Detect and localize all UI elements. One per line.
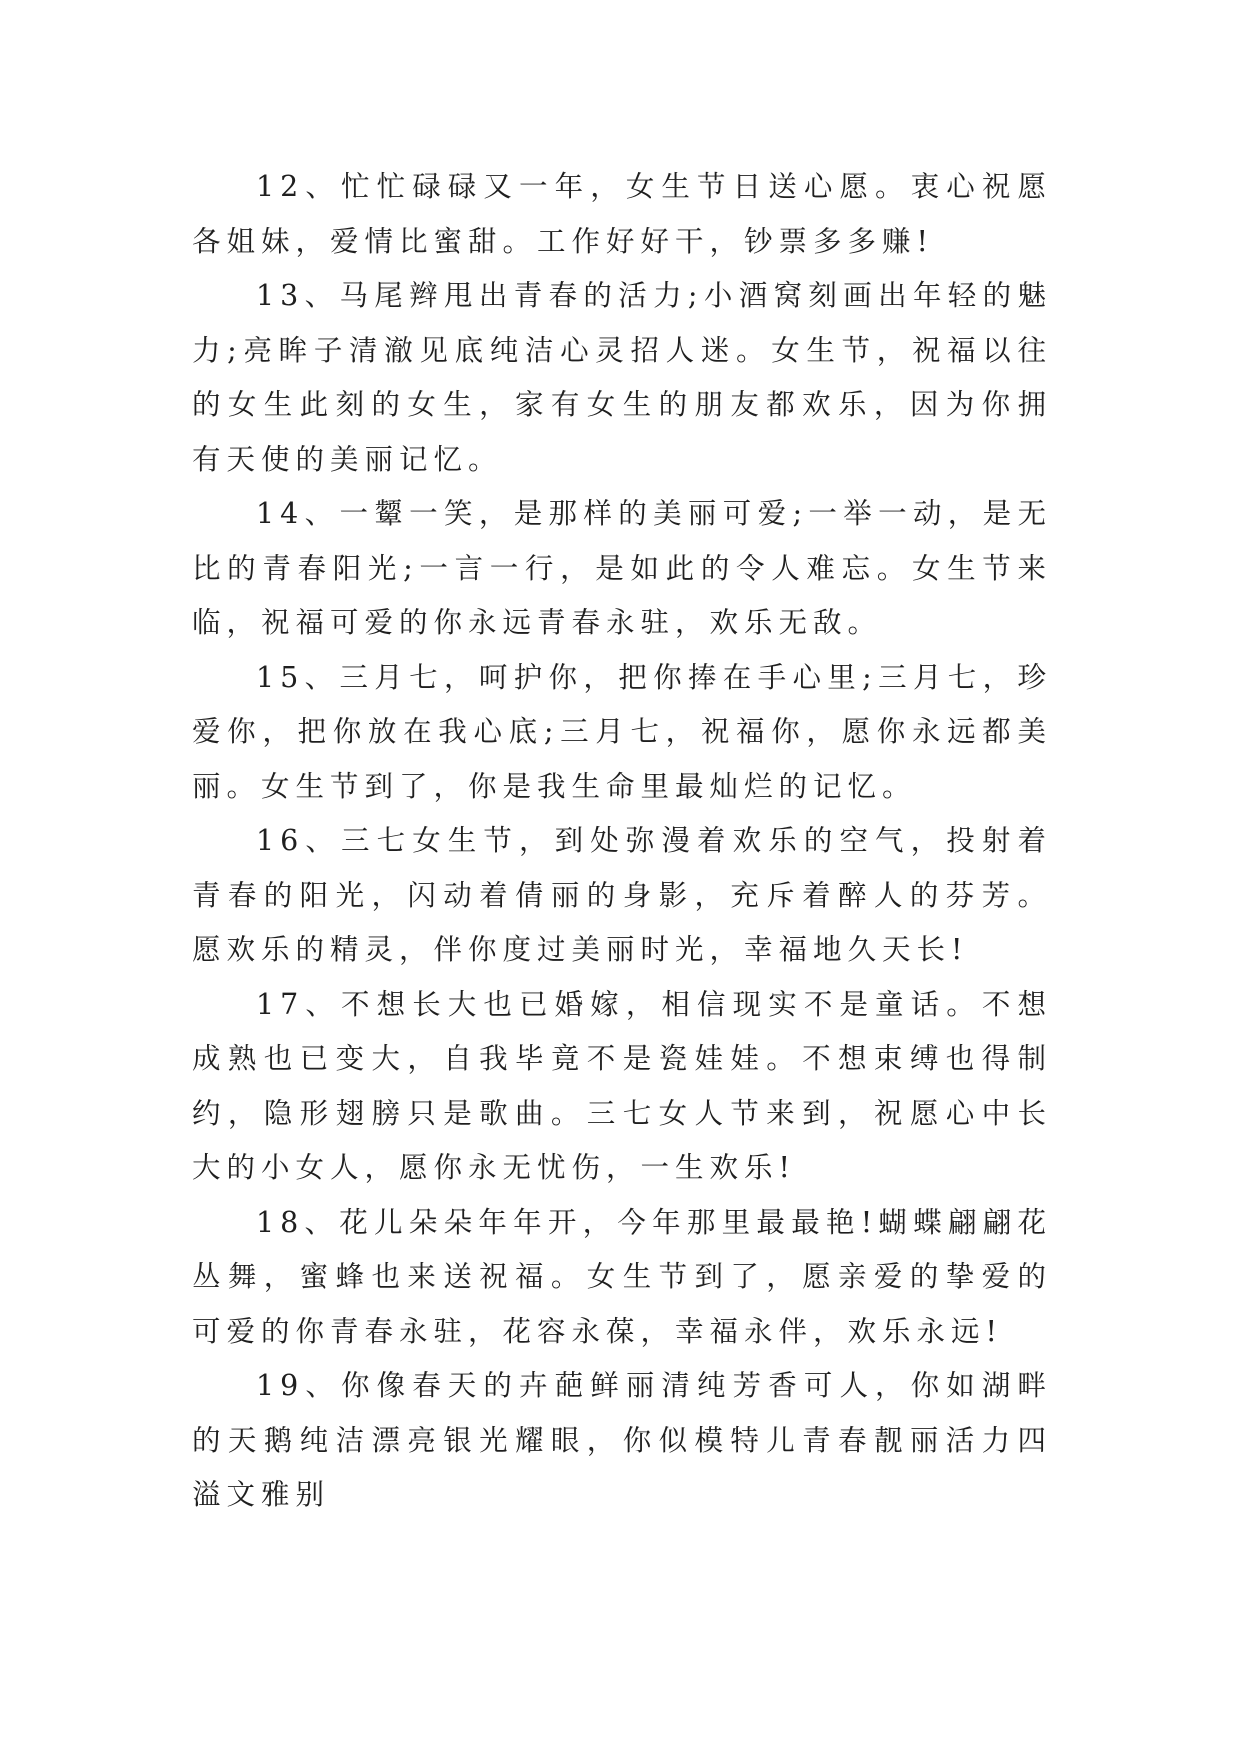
paragraph-17: 17、不想长大也已婚嫁，相信现实不是童话。不想成熟也已变大，自我毕竟不是瓷娃娃。不想束缚也得制约，隐形翅膀只是歌曲。三七女人节来到，祝愿心中长大的小女人，愿你永无忧伤，一生欢乐! bbox=[192, 987, 1052, 1184]
paragraph-13: 13、马尾辫甩出青春的活力;小酒窝刻画出年轻的魅力;亮眸子清澈见底纯洁心灵招人迷。女生节，祝福以往的女生此刻的女生，家有女生的朋友都欢乐，因为你拥有天使的美丽记忆。 bbox=[192, 279, 1052, 476]
paragraph-14: 14、一颦一笑，是那样的美丽可爱;一举一动，是无比的青春阳光;一言一行，是如此的令人难忘。女生节来临，祝福可爱的你永远青春永驻，欢乐无敌。 bbox=[192, 497, 1052, 639]
paragraph-19: 19、你像春天的卉葩鲜丽清纯芳香可人，你如湖畔的天鹅纯洁漂亮银光耀眼，你似模特儿青春靓丽活力四溢文雅别 bbox=[192, 1369, 1052, 1511]
paragraph-12: 12、忙忙碌碌又一年，女生节日送心愿。衷心祝愿各姐妹，爱情比蜜甜。工作好好干，钞票多多赚! bbox=[192, 170, 1052, 258]
document-body bbox=[192, 160, 1052, 1523]
paragraph-16: 16、三七女生节，到处弥漫着欢乐的空气，投射着青春的阳光，闪动着倩丽的身影，充斥着醉人的芬芳。愿欢乐的精灵，伴你度过美丽时光，幸福地久天长! bbox=[192, 824, 1052, 966]
paragraph-15: 15、三月七，呵护你，把你捧在手心里;三月七，珍爱你，把你放在我心底;三月七，祝福你，愿你永远都美丽。女生节到了，你是我生命里最灿烂的记忆。 bbox=[192, 660, 1052, 803]
paragraph-18: 18、花儿朵朵年年开，今年那里最最艳!蝴蝶翩翩花丛舞，蜜蜂也来送祝福。女生节到了，愿亲爱的挚爱的可爱的你青春永驻，花容永葆，幸福永伴，欢乐永远! bbox=[192, 1205, 1052, 1348]
